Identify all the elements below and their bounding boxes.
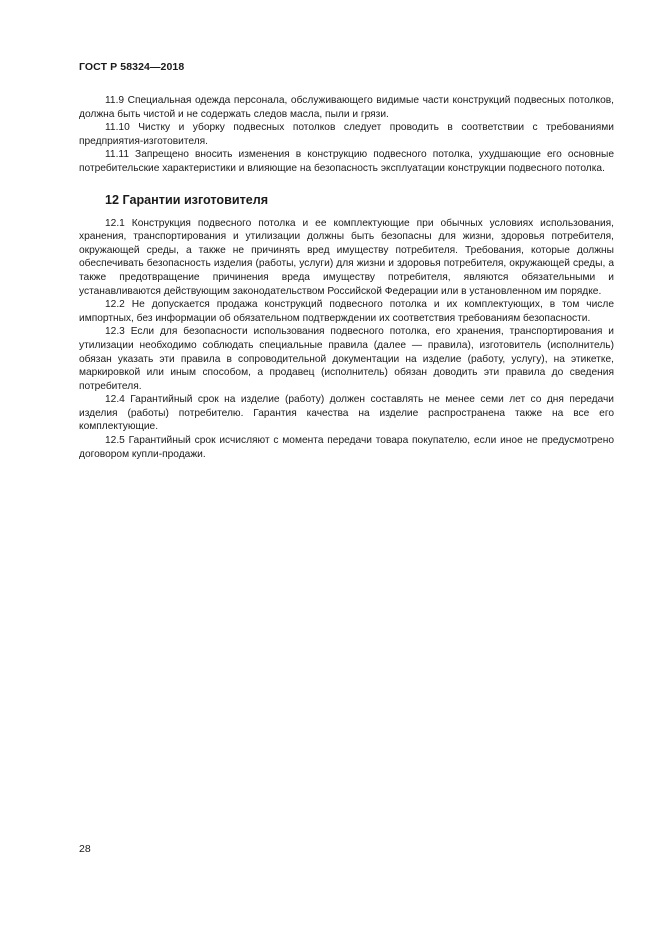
paragraph-11-11: 11.11 Запрещено вносить изменения в конструкцию подвесного потолка, ухудшающие его основные потребительские характеристики и влияющие на безопасность эксплуатации конструкции подвесного потолка.	[79, 149, 614, 174]
section-12-title: 12 Гарантии изготовителя	[105, 192, 269, 207]
page-number: 28	[79, 843, 91, 855]
paragraph-11-9: 11.9 Специальная одежда персонала, обслуживающего видимые части конструкций подвесных потолков, должна быть чистой и не содержать следов масла, пыли и грязи.	[79, 95, 614, 120]
paragraph-12-4: 12.4 Гарантийный срок на изделие (работу) должен составлять не менее семи лет со дня передачи изделия (работы) потребителю. Гарантия качества на изделие распространена также на все его комплектующие.	[79, 394, 614, 433]
paragraph-11-10: 11.10 Чистку и уборку подвесных потолков следует проводить в соответствии с требованиями предприятия-изготовителя.	[79, 122, 614, 147]
document-code: ГОСТ Р 58324—2018	[79, 61, 185, 73]
page-content	[79, 94, 614, 461]
paragraph-12-5: 12.5 Гарантийный срок исчисляют с момента передачи товара покупателю, если иное не предусмотрено договором купли-продажи.	[79, 435, 614, 460]
paragraph-12-2: 12.2 Не допускается продажа конструкций подвесного потолка и их комплектующих, в том числе импортных, без информации об обязательном подтверждении их соответствия требованиям безопасности.	[79, 299, 614, 324]
paragraph-12-3: 12.3 Если для безопасности использования подвесного потолка, его хранения, транспортирования и утилизации необходимо соблюдать специальные правила (далее — правила), изготовитель (исполнитель) обязан указать эти правила в сопроводительной документации на изделие (работу, услугу), на этикетке, маркировкой или иным способом, а продавец (исполнитель) обязан доводить эти правила до сведения потребителя.	[79, 326, 614, 392]
paragraph-12-1: 12.1 Конструкция подвесного потолка и ее комплектующие при обычных условиях использования, хранения, транспортирования и утилизации должны быть безопасны для жизни, здоровья потребителя, окружающей среды, а также не причинять вред имуществу потребителя. Требования, которые должны обеспечивать безопасность изделия (работы, услуги) для жизни и здоровья потребителя, окружающей среды, а также предотвращение причинения вреда имуществу потребителя, являются обязательными и устанавливаются действующим законодательством Российской Федерации или в установленном им порядке.	[79, 217, 614, 297]
